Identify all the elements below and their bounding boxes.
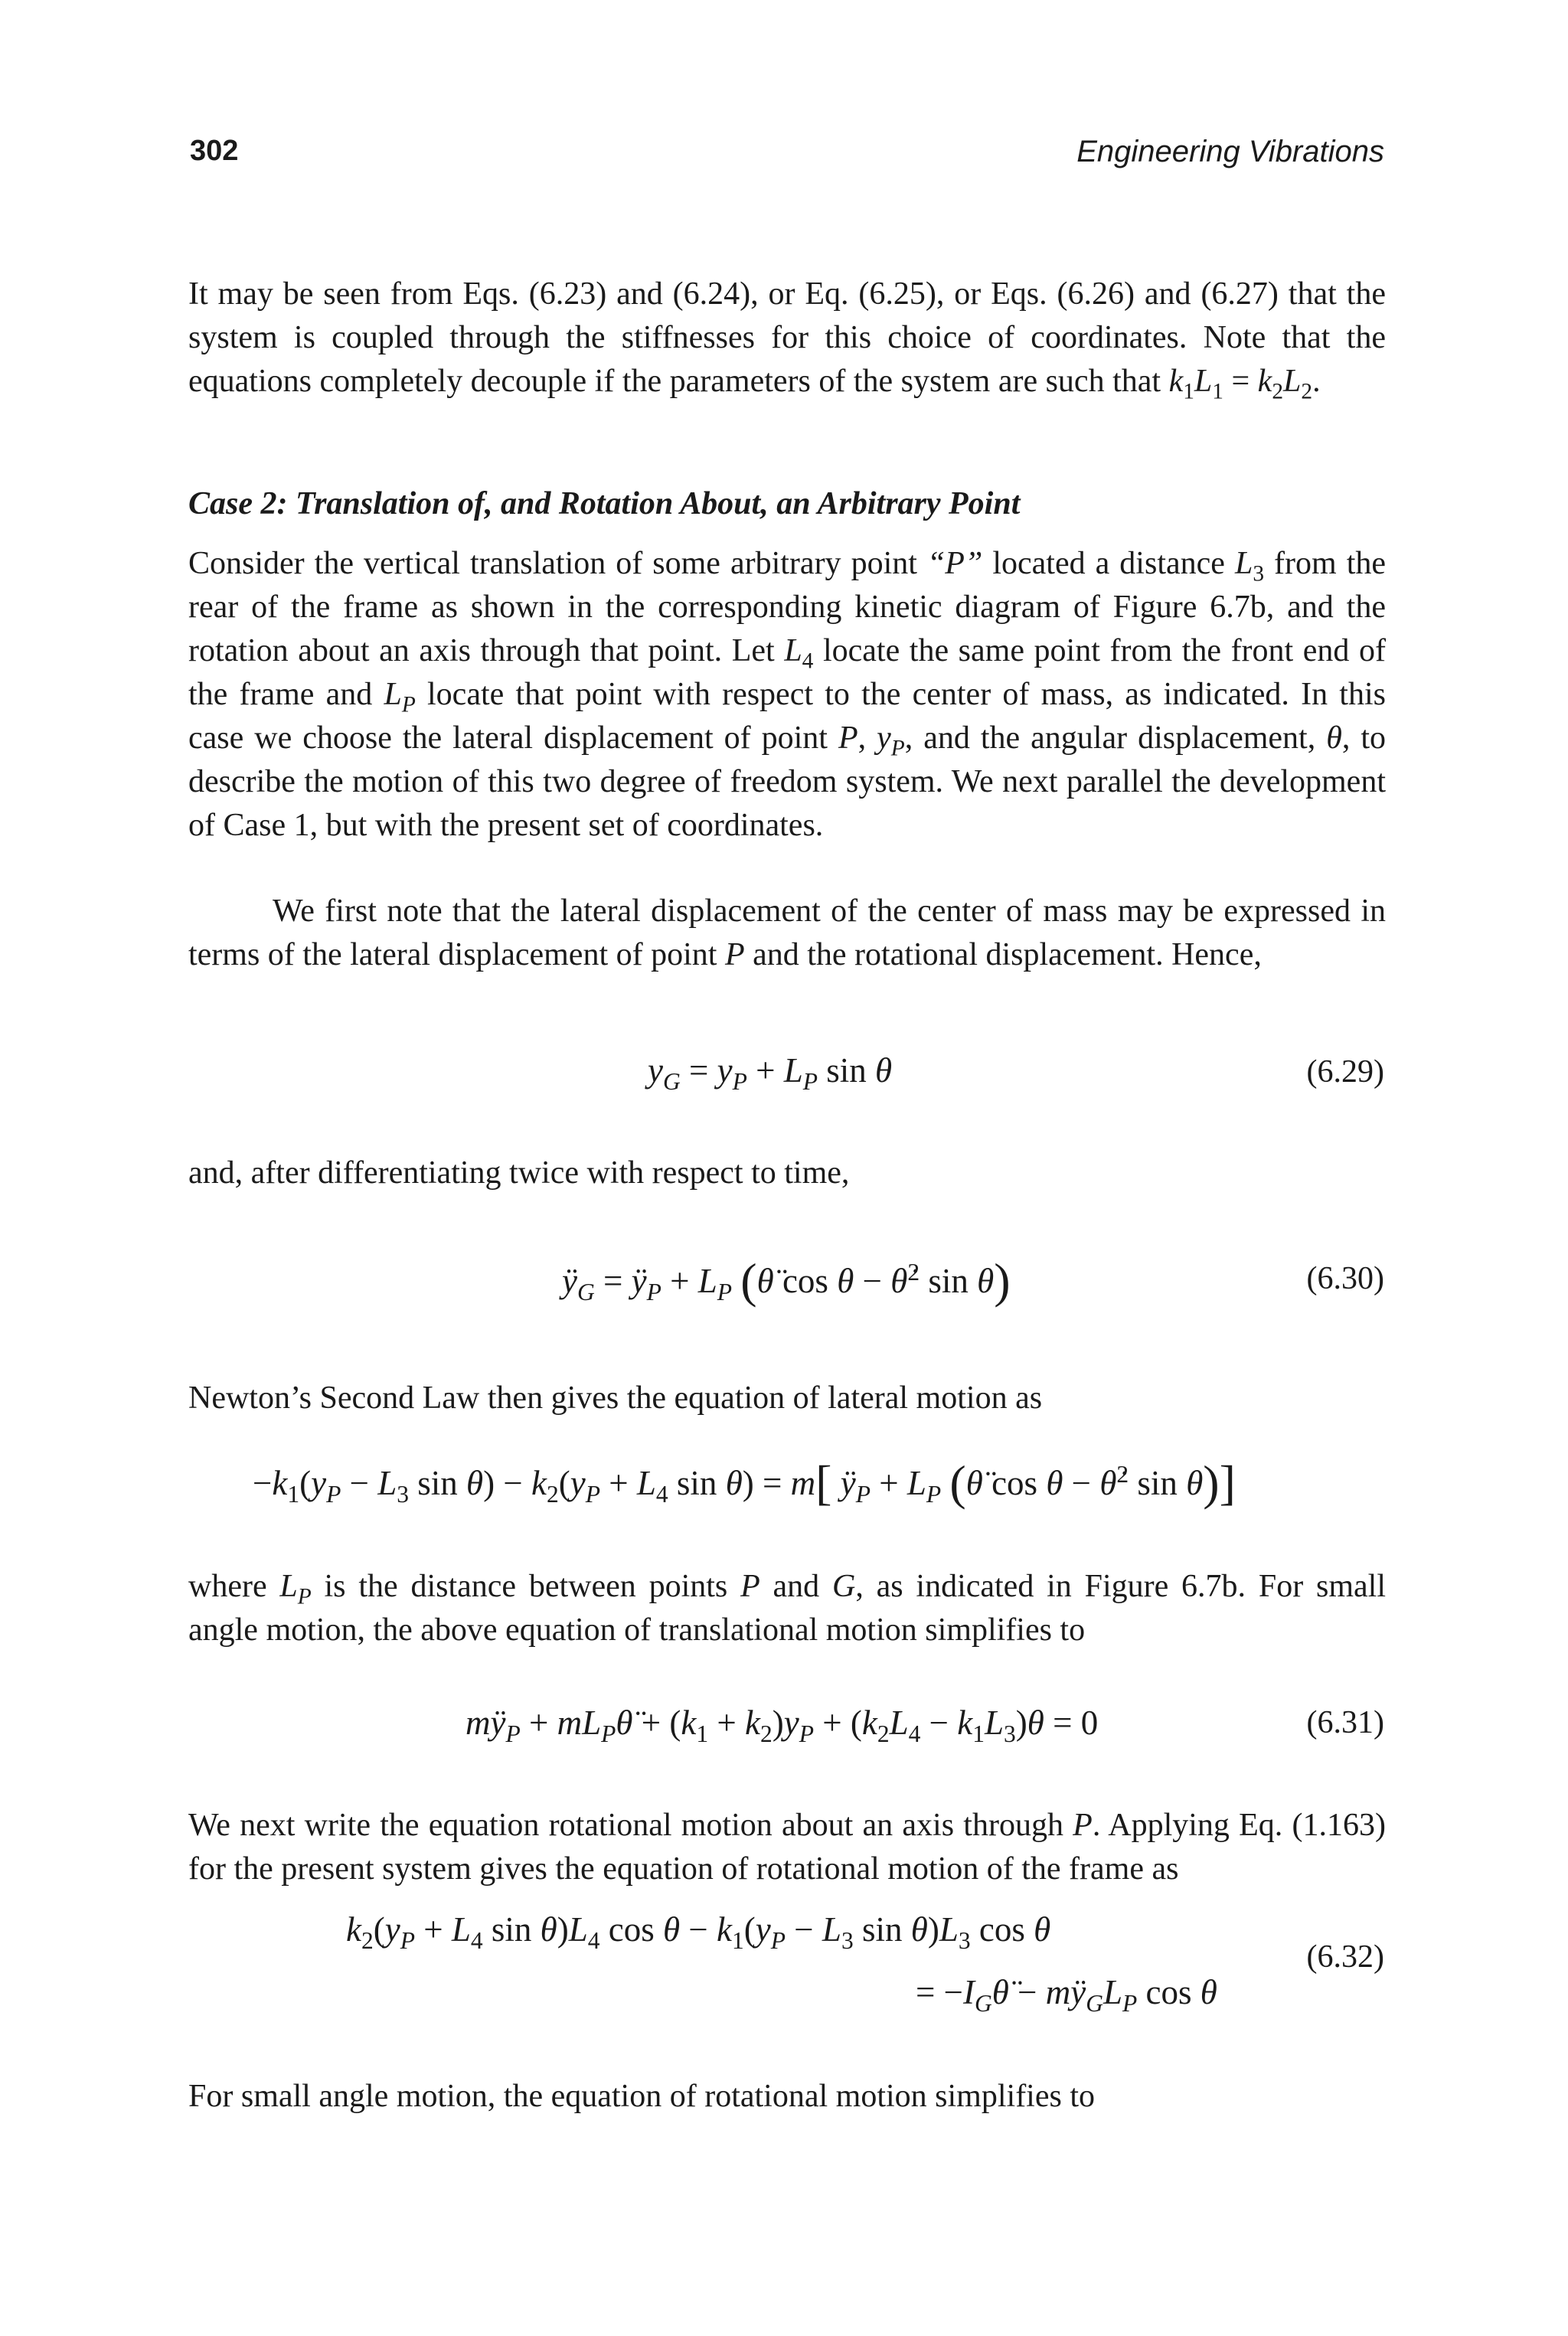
equation-6-30: $ÿ_G$ = $ÿ_P + L_P$ (θ̈ cos θ − θ̇$^2$ sin θ) — [562, 1253, 1011, 1308]
paragraph-small-angle: For small angle motion, the equation of rotational motion simplifies to — [188, 2079, 1095, 2114]
page-number: 302 — [190, 135, 239, 167]
section-heading: Case 2: Translation of, and Rotation About, an Arbitrary Point — [188, 486, 1021, 521]
equation-number-6-32: (6.32) — [1306, 1939, 1384, 1975]
p1-text: It may be seen from Eqs. (6.23) and (6.24), or Eq. (6.25), or Eqs. (6.26) and (6.27) that the system is coupled through the stiffnesses for this choice of coordinates. Note that the equations completely decouple if the parameters of the system are such that — [188, 276, 1386, 399]
equation-number-6-31: (6.31) — [1306, 1705, 1384, 1740]
paragraph-newton: Newton’s Second Law then gives the equation of lateral motion as — [188, 1380, 1043, 1416]
equation-lateral-motion: $-k_1(y_P - L_3$ $\sin \theta) - k_2(y_P + L_4$ sin θ) = m[ $ÿ_P + L_P$ (θ̈ cos θ − θ̇$^2$ sin θ)] — [253, 1456, 1236, 1510]
equation-6-31: $mÿ_P$ + $mL_P\thetä + (k_1 + k_2)y_P + (k_2L_4 - k_1L_3)\theta = 0$ — [466, 1704, 1099, 1747]
paragraph-where-lp: where $L_P$ is the distance between points P and G, as indicated in Figure 6.7b. For small angle motion, the above equation of translational motion simplifies to — [188, 1569, 1386, 1648]
equation-6-32-line1: $k_2(y_P + L_4$ $\sin \theta)L_4$ $\cos \theta - k_1(y_P - L_3$ $\sin \theta)L_3$ cos θ — [346, 1910, 1051, 1954]
paragraph-case2: Consider the vertical translation of some arbitrary point “P” located a distance $L_3$ from the rear of the frame as shown in the corresponding kinetic diagram of Figure 6.7b, and the rotation about an axis through that point. Let $L_4$ locate the same point from the front end of the frame and $L_P$ locate that point with respect to the center of mass, as indicated. In this case we choose the lateral displacement of point P, $y_P$, and the angular displacement, θ, to describe the motion of this two degree of freedom system. We next parallel the development of Case 1, but with the present set of coordinates. — [188, 546, 1387, 843]
equation-number-6-30: (6.30) — [1306, 1261, 1384, 1296]
equation-6-29: $y_G = y_P + L_P$ sin θ — [648, 1051, 893, 1095]
equation-6-32-line2: = $-I_G\thetä$ − $mÿ_GL_P$ cos θ — [916, 1973, 1217, 2017]
running-head: Engineering Vibrations — [1076, 135, 1384, 168]
paragraph-rotational: We next write the equation rotational motion about an axis through P. Applying Eq. (1.163) for the present system gives the equation of rotational motion of the frame as — [188, 1808, 1386, 1887]
paragraph-coupling: It may be seen from Eqs. (6.23) and (6.24), or Eq. (6.25), or Eqs. (6.26) and (6.27) that the system is coupled through the stiffnesses for this choice of coordinates. Note that the equations completely decouple if the parameters of the system are such that $k_1L_1 = k_2L_2$. — [188, 276, 1386, 404]
paragraph-lateral-displacement: We first note that the lateral displacement of the center of mass may be expressed in terms of the lateral displacement of point P and the rotational displacement. Hence, — [188, 894, 1386, 972]
paragraph-differentiating: and, after differentiating twice with respect to time, — [188, 1155, 850, 1191]
equation-number-6-29: (6.29) — [1306, 1054, 1384, 1090]
